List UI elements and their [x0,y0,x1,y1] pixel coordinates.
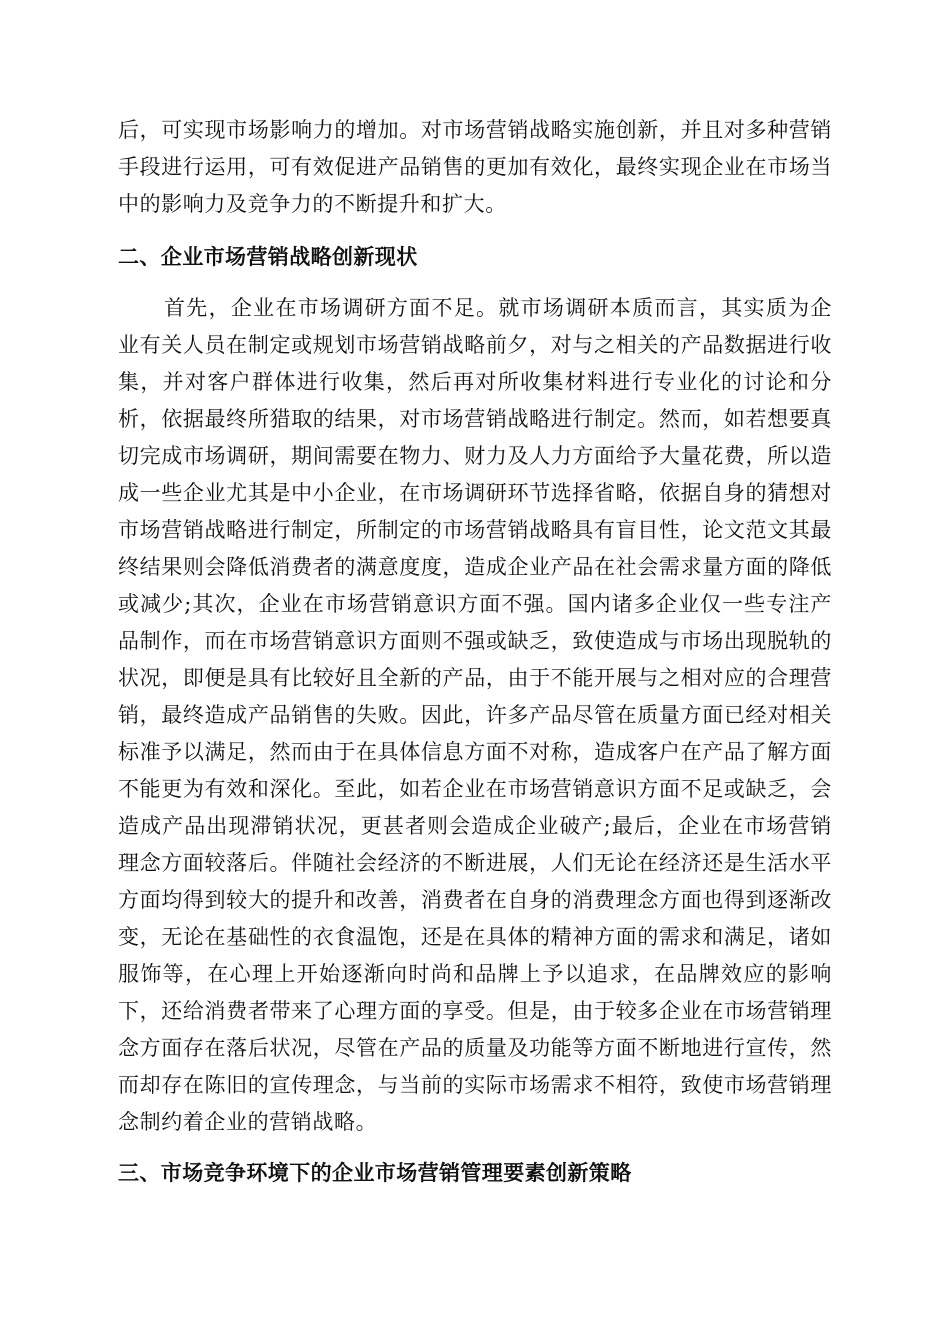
intro-paragraph: 后，可实现市场影响力的增加。对市场营销战略实施创新，并且对多种营销手段进行运用，可有效促进产品销售的更加有效化，最终实现企业在市场当中的影响力及竞争力的不断提升和扩大。 [118,118,832,216]
section-2-paragraph: 首先，企业在市场调研方面不足。就市场调研本质而言，其实质为企业有关人员在制定或规划市场营销战略前夕，对与之相关的产品数据进行收集，并对客户群体进行收集，然后再对所收集材料进行专业化的讨论和分析，依据最终所猎取的结果，对市场营销战略进行制定。然而，如若想要真切完成市场调研，期间需要在物力、财力及人力方面给予大量花费，所以造成一些企业尤其是中小企业，在市场调研环节选择省略，依据自身的猜想对市场营销战略进行制定，所制定的市场营销战略具有盲目性，论文范文其最终结果则会降低消费者的满意度度，造成企业产品在社会需求量方面的降低或减少;其次，企业在市场营销意识方面不强。国内诸多企业仅一些专注产品制作，而在市场营销意识方面则不强或缺乏，致使造成与市场出现脱轨的状况，即便是具有比较好且全新的产品，由于不能开展与之相对应的合理营销，最终造成产品销售的失败。因此，许多产品尽管在质量方面已经对相关标准予以满足，然而由于在具体信息方面不对称，造成客户在产品了解方面不能更为有效和深化。至此，如若企业在市场营销意识方面不足或缺乏，会造成产品出现滞销状况，更甚者则会造成企业破产;最后，企业在市场营销理念方面较落后。伴随社会经济的不断进展，人们无论在经济还是生活水平方面均得到较大的提升和改善，消费者在自身的消费理念方面也得到逐渐改变，无论在基础性的衣食温饱，还是在具体的精神方面的需求和满足，诸如服饰等，在心理上开始逐渐向时尚和品牌上予以追求，在品牌效应的影响下，还给消费者带来了心理方面的享受。但是，由于较多企业在市场营销理念方面存在落后状况，尽管在产品的质量及功能等方面不断地进行宣传，然而却存在陈旧的宣传理念，与当前的实际市场需求不相符，致使市场营销理念制约着企业的营销战略。 [118,296,832,1134]
section-3-heading: 三、市场竞争环境下的企业市场营销管理要素创新策略 [118,1161,632,1185]
section-2-heading: 二、企业市场营销战略创新现状 [118,245,418,269]
